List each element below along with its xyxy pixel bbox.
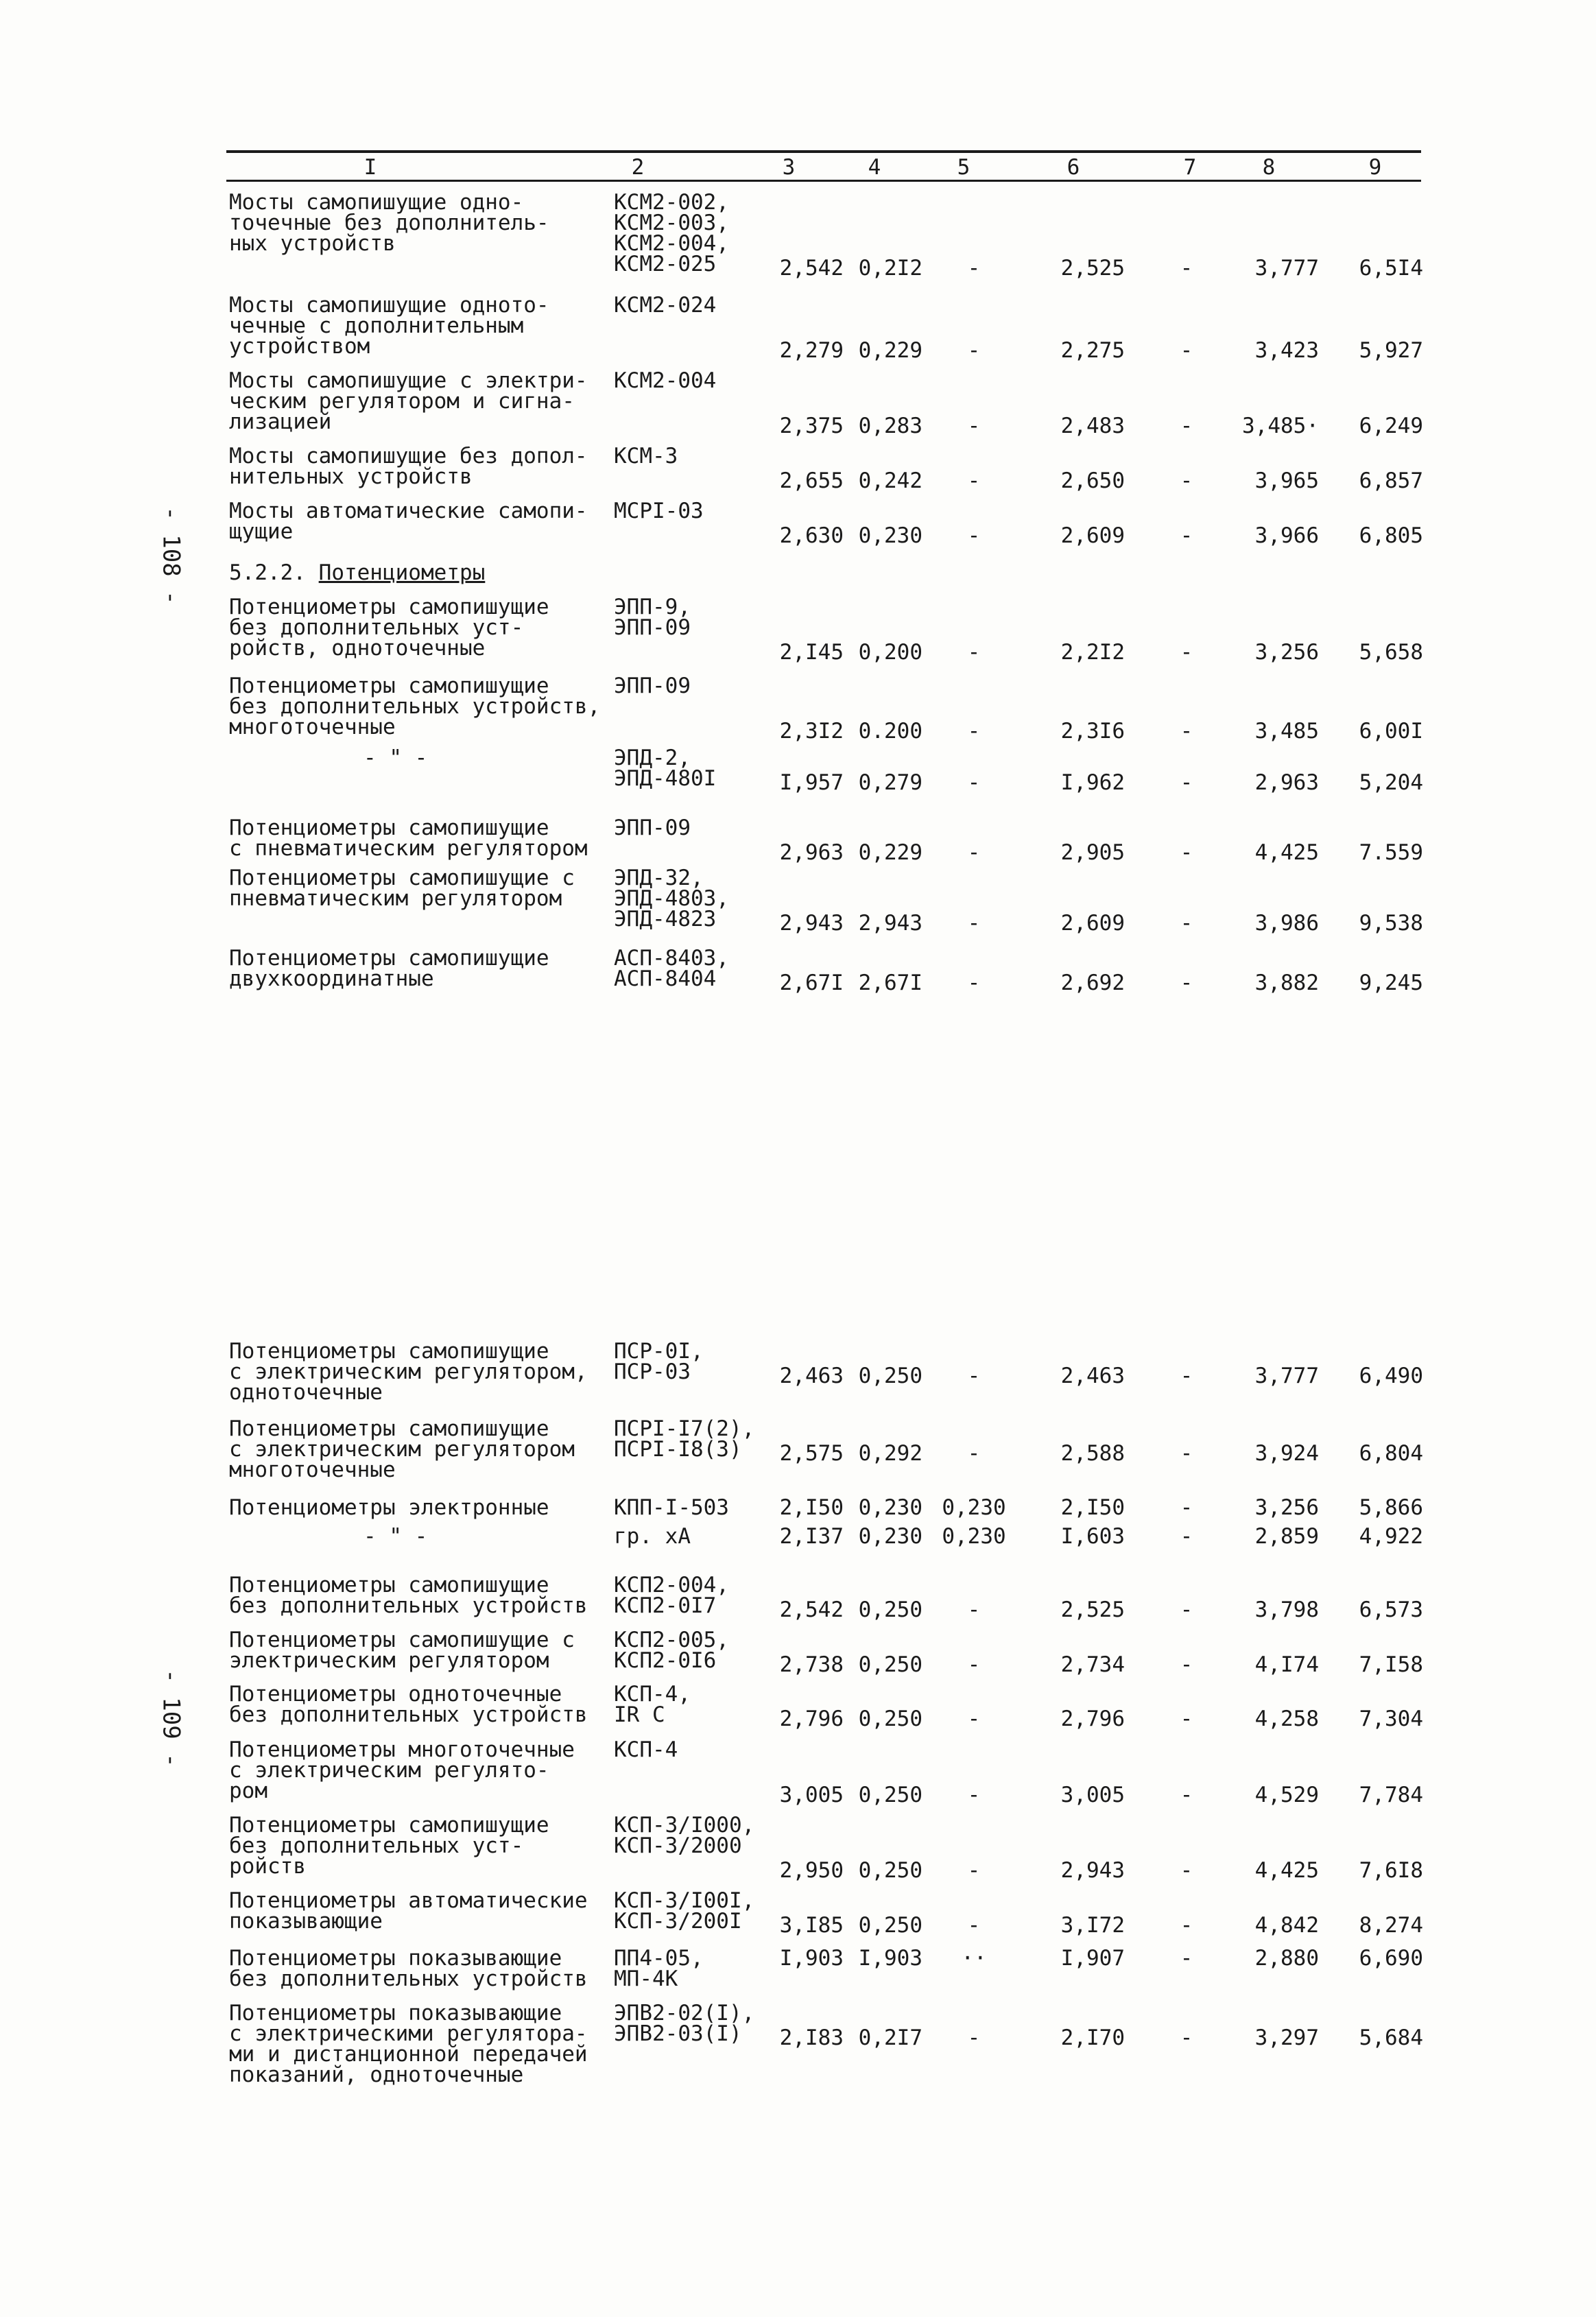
row-value-c3: 2,67I [779,971,844,995]
row-value-c7: - [1180,468,1193,493]
row-value-c4: 0,230 [858,1495,922,1520]
row-value-c7: - [1180,1913,1193,1938]
row-value-c8: 3,777 [1254,256,1319,281]
row-value-c4: 0,230 [858,523,922,548]
row-value-c5: - [967,1652,981,1677]
row-value-c3: 2,738 [779,1652,844,1677]
col-header-1: I [364,155,377,180]
row-value-c8: 2,963 [1254,770,1319,795]
row-value-c7: - [1180,971,1193,995]
row-model: АСП-8403, АСП-8404 [614,946,729,991]
row-value-c9: 8,274 [1359,1913,1423,1938]
row-description: Потенциометры самопишущие без дополнительных уст- ройств, одноточечные [229,595,549,661]
row-value-c9: 6,490 [1359,1364,1423,1388]
row-description: Мосты самопишущие одно- точечные без дополнитель- ных устройств [229,190,549,256]
row-value-c3: 2,279 [779,338,844,363]
row-model: МСРI-03 [614,499,704,523]
page-number-109: - 109 - [157,1669,185,1768]
row-value-c3: 2,542 [779,1597,844,1622]
row-value-c9: 9,538 [1359,911,1423,936]
row-value-c4: 0,2I7 [858,2025,922,2050]
row-value-c6: 2,609 [1060,911,1125,936]
col-header-8: 8 [1262,155,1276,180]
row-value-c4: 0,279 [858,770,922,795]
row-value-c9: 6,573 [1359,1597,1423,1622]
row-value-c7: - [1180,719,1193,744]
row-value-c8: 3,798 [1254,1597,1319,1622]
col-header-6: 6 [1067,155,1080,180]
row-value-c5: - [967,523,981,548]
row-model: гр. хА [614,1524,691,1549]
row-description: Мосты самопишущие одното- чечные с дополнительным устройством [229,293,549,359]
row-value-c6: 2,943 [1060,1858,1125,1883]
row-model: КСМ2-024 [614,293,717,318]
col-header-9: 9 [1368,155,1382,180]
row-value-c9: 6,805 [1359,523,1423,548]
row-value-c6: 2,483 [1060,414,1125,438]
row-value-c5: - [967,414,981,438]
row-model: КСМ2-004 [614,368,717,393]
row-value-c8: 3,297 [1254,2025,1319,2050]
row-value-c8: 3,777 [1254,1364,1319,1388]
row-value-c6: I,907 [1060,1946,1125,1971]
row-value-c6: 2,275 [1060,338,1125,363]
row-value-c3: 2,943 [779,911,844,936]
row-model: КПП-I-503 [614,1495,729,1520]
row-value-c4: I,903 [858,1946,922,1971]
row-value-c9: 7,I58 [1359,1652,1423,1677]
row-description: Потенциометры самопишущие без дополнительных устройств [229,1573,588,1618]
section-title: Потенциометры [318,560,486,585]
row-value-c9: 6,00I [1359,719,1423,744]
row-value-c5: - [967,640,981,665]
row-value-c4: 0,250 [858,1783,922,1807]
row-value-c6: 2,I50 [1060,1495,1125,1520]
row-value-c4: 0,250 [858,1707,922,1731]
row-description: Потенциометры самопишущие с пневматическим регулятором [229,816,588,861]
row-value-c3: 2,3I2 [779,719,844,744]
row-value-c7: - [1180,338,1193,363]
row-value-c9: 7,784 [1359,1783,1423,1807]
row-model: ЭПВ2-02(I), ЭПВ2-03(I) [614,2001,755,2046]
row-value-c7: - [1180,1441,1193,1466]
row-value-c8: 3,256 [1254,1495,1319,1520]
row-model: ЭПП-9, ЭПП-09 [614,595,691,640]
section-number: 5.2.2. [229,560,306,585]
row-value-c7: - [1180,640,1193,665]
row-value-c6: 2,463 [1060,1364,1125,1388]
row-value-c4: 0,292 [858,1441,922,1466]
row-value-c5: - [967,338,981,363]
row-value-c6: 2,650 [1060,468,1125,493]
row-value-c4: 0,250 [858,1364,922,1388]
row-value-c3: 2,796 [779,1707,844,1731]
row-value-c3: 2,630 [779,523,844,548]
row-value-c8: 3,256 [1254,640,1319,665]
row-value-c5: 0,230 [942,1495,1006,1520]
row-value-c8: 4,842 [1254,1913,1319,1938]
row-value-c9: 6,5I4 [1359,256,1423,281]
col-header-4: 4 [868,155,881,180]
col-header-3: 3 [782,155,796,180]
row-value-c3: 2,I45 [779,640,844,665]
row-value-c5: - [967,911,981,936]
row-value-c6: I,962 [1060,770,1125,795]
row-value-c4: 0,283 [858,414,922,438]
row-value-c7: - [1180,1524,1193,1549]
row-value-c7: - [1180,1495,1193,1520]
row-value-c9: 5,658 [1359,640,1423,665]
row-model: КСП-4 [614,1737,678,1762]
row-value-c3: 2,655 [779,468,844,493]
row-description: Потенциометры самопишущие двухкоординатные [229,946,549,991]
row-value-c6: 2,734 [1060,1652,1125,1677]
row-value-c8: 4,529 [1254,1783,1319,1807]
row-description: Потенциометры показывающие с электрическими регулятора- ми и дистанционной передачей показаний, одноточечные [229,2001,588,2087]
row-description: Потенциометры электронные [229,1495,549,1520]
row-value-c3: 2,950 [779,1858,844,1883]
row-value-c4: 0,200 [858,640,922,665]
row-value-c8: 3,423 [1254,338,1319,363]
row-value-c3: 2,375 [779,414,844,438]
row-model: ПСР-0I, ПСР-03 [614,1339,704,1384]
row-value-c3: 2,963 [779,840,844,865]
row-description: Потенциометры самопишущие с электрическим регулятором многоточечные [229,1416,575,1482]
row-value-c8: 2,880 [1254,1946,1319,1971]
row-description: Потенциометры самопишущие с электрическим регулятором [229,1628,575,1673]
row-value-c8: 4,425 [1254,840,1319,865]
row-value-c3: 2,575 [779,1441,844,1466]
row-value-c5: - [967,1858,981,1883]
row-description: Потенциометры самопишущие без дополнительных устройств, многоточечные [229,674,601,739]
row-value-c7: - [1180,1946,1193,1971]
row-value-c8: 4,I74 [1254,1652,1319,1677]
row-value-c5: - [967,1597,981,1622]
row-model: ЭПП-09 [614,816,691,840]
row-value-c9: 6,804 [1359,1441,1423,1466]
row-value-c3: 3,005 [779,1783,844,1807]
row-value-c6: 2,I70 [1060,2025,1125,2050]
row-value-c5: - [967,2025,981,2050]
row-description: Мосты автоматические самопи- щущие [229,499,588,544]
row-value-c7: - [1180,911,1193,936]
row-value-c6: 2,2I2 [1060,640,1125,665]
row-value-c3: 2,463 [779,1364,844,1388]
row-value-c6: 3,I72 [1060,1913,1125,1938]
row-value-c8: 3,485· [1242,414,1319,438]
row-value-c9: 5,684 [1359,2025,1423,2050]
row-model: ПП4-05, МП-4К [614,1946,704,1991]
row-model: КСП2-004, КСП2-0I7 [614,1573,729,1618]
row-value-c8: 3,965 [1254,468,1319,493]
row-value-c6: I,603 [1060,1524,1125,1549]
row-value-c7: - [1180,1597,1193,1622]
row-value-c4: 0.200 [858,719,922,744]
row-description: Потенциометры самопишущие с электрическим регулятором, одноточечные [229,1339,588,1405]
row-value-c3: 2,I37 [779,1524,844,1549]
row-value-c9: 4,922 [1359,1524,1423,1549]
row-value-c4: 0,250 [858,1597,922,1622]
row-model: ЭПД-2, ЭПД-480I [614,746,717,791]
row-description: Мосты самопишущие без допол- нительных устройств [229,444,588,489]
row-value-c5: - [967,770,981,795]
row-value-c8: 3,882 [1254,971,1319,995]
row-value-c7: - [1180,2025,1193,2050]
row-value-c4: 0,2I2 [858,256,922,281]
row-value-c7: - [1180,1783,1193,1807]
row-description: Потенциометры автоматические показывающие [229,1888,588,1934]
row-value-c5: - [967,1783,981,1807]
row-value-c9: 6,857 [1359,468,1423,493]
row-value-c4: 2,943 [858,911,922,936]
row-value-c4: 0,229 [858,338,922,363]
row-value-c6: 2,3I6 [1060,719,1125,744]
row-value-c6: 2,525 [1060,1597,1125,1622]
col-header-5: 5 [957,155,970,180]
row-value-c8: 2,859 [1254,1524,1319,1549]
row-value-c5: ·· [961,1946,987,1971]
row-value-c4: 0,250 [858,1858,922,1883]
row-value-c5: - [967,719,981,744]
row-value-c4: 0,230 [858,1524,922,1549]
row-value-c7: - [1180,840,1193,865]
row-model: КСМ-3 [614,444,678,468]
row-value-c6: 2,692 [1060,971,1125,995]
row-value-c8: 3,986 [1254,911,1319,936]
row-value-c7: - [1180,1652,1193,1677]
row-value-c9: 6,690 [1359,1946,1423,1971]
row-model: КСП-3/I000, КСП-3/2000 [614,1813,755,1858]
row-value-c7: - [1180,523,1193,548]
row-value-c9: 7,6I8 [1359,1858,1423,1883]
row-value-c7: - [1180,414,1193,438]
row-model: КСМ2-002, КСМ2-003, КСМ2-004, КСМ2-025 [614,190,729,276]
row-value-c9: 7.559 [1359,840,1423,865]
row-value-c6: 2,609 [1060,523,1125,548]
row-value-c7: - [1180,1858,1193,1883]
row-value-c7: - [1180,770,1193,795]
row-value-c9: 9,245 [1359,971,1423,995]
row-value-c3: 3,I85 [779,1913,844,1938]
section-heading [229,562,485,583]
row-value-c8: 3,485 [1254,719,1319,744]
row-value-c8: 4,258 [1254,1707,1319,1731]
row-value-c7: - [1180,1364,1193,1388]
row-model: ЭПД-32, ЭПД-4803, ЭПД-4823 [614,866,729,931]
row-value-c3: I,957 [779,770,844,795]
row-description: Потенциометры самопишущие без дополнительных уст- ройств [229,1813,549,1879]
row-value-c5: - [967,840,981,865]
row-value-c9: 5,866 [1359,1495,1423,1520]
page-number-108: - 108 - [157,506,185,605]
row-description: Потенциометры многоточечные с электрическим регулято- ром [229,1737,575,1803]
row-value-c3: 2,542 [779,256,844,281]
row-value-c6: 3,005 [1060,1783,1125,1807]
row-description: Потенциометры самопишущие с пневматическим регулятором [229,866,575,911]
row-model: КСП-4, IR C [614,1682,691,1727]
row-value-c9: 5,927 [1359,338,1423,363]
row-value-c8: 4,425 [1254,1858,1319,1883]
row-description: Мосты самопишущие с электри- ческим регулятором и сигна- лизацией [229,368,588,434]
row-value-c4: 2,67I [858,971,922,995]
row-value-c8: 3,966 [1254,523,1319,548]
row-value-c9: 5,204 [1359,770,1423,795]
row-value-c4: 0,229 [858,840,922,865]
row-description: - " - [364,1524,428,1549]
header-top-rule [226,150,1421,153]
row-value-c6: 2,588 [1060,1441,1125,1466]
row-value-c3: 2,I83 [779,2025,844,2050]
row-value-c3: I,903 [779,1946,844,1971]
row-value-c7: - [1180,256,1193,281]
row-value-c5: - [967,1364,981,1388]
row-value-c4: 0,250 [858,1652,922,1677]
row-value-c5: - [967,1707,981,1731]
row-value-c6: 2,525 [1060,256,1125,281]
row-value-c4: 0,250 [858,1913,922,1938]
row-description: Потенциометры показывающие без дополнительных устройств [229,1946,588,1991]
row-description: Потенциометры одноточечные без дополнительных устройств [229,1682,588,1727]
row-value-c7: - [1180,1707,1193,1731]
row-value-c5: 0,230 [942,1524,1006,1549]
row-value-c9: 6,249 [1359,414,1423,438]
col-header-7: 7 [1183,155,1197,180]
row-value-c5: - [967,1441,981,1466]
row-model: ЭПП-09 [614,674,691,698]
row-value-c6: 2,796 [1060,1707,1125,1731]
row-value-c9: 7,304 [1359,1707,1423,1731]
row-value-c6: 2,905 [1060,840,1125,865]
row-value-c4: 0,242 [858,468,922,493]
row-description: - " - [364,746,428,770]
row-value-c5: - [967,1913,981,1938]
row-value-c5: - [967,256,981,281]
row-model: ПСРI-I7(2), ПСРI-I8(3) [614,1416,755,1462]
row-value-c5: - [967,971,981,995]
row-value-c8: 3,924 [1254,1441,1319,1466]
row-value-c5: - [967,468,981,493]
header-bottom-rule [226,180,1421,182]
col-header-2: 2 [631,155,645,180]
row-model: КСП2-005, КСП2-0I6 [614,1628,729,1673]
row-value-c3: 2,I50 [779,1495,844,1520]
row-model: КСП-3/I00I, КСП-3/200I [614,1888,755,1934]
